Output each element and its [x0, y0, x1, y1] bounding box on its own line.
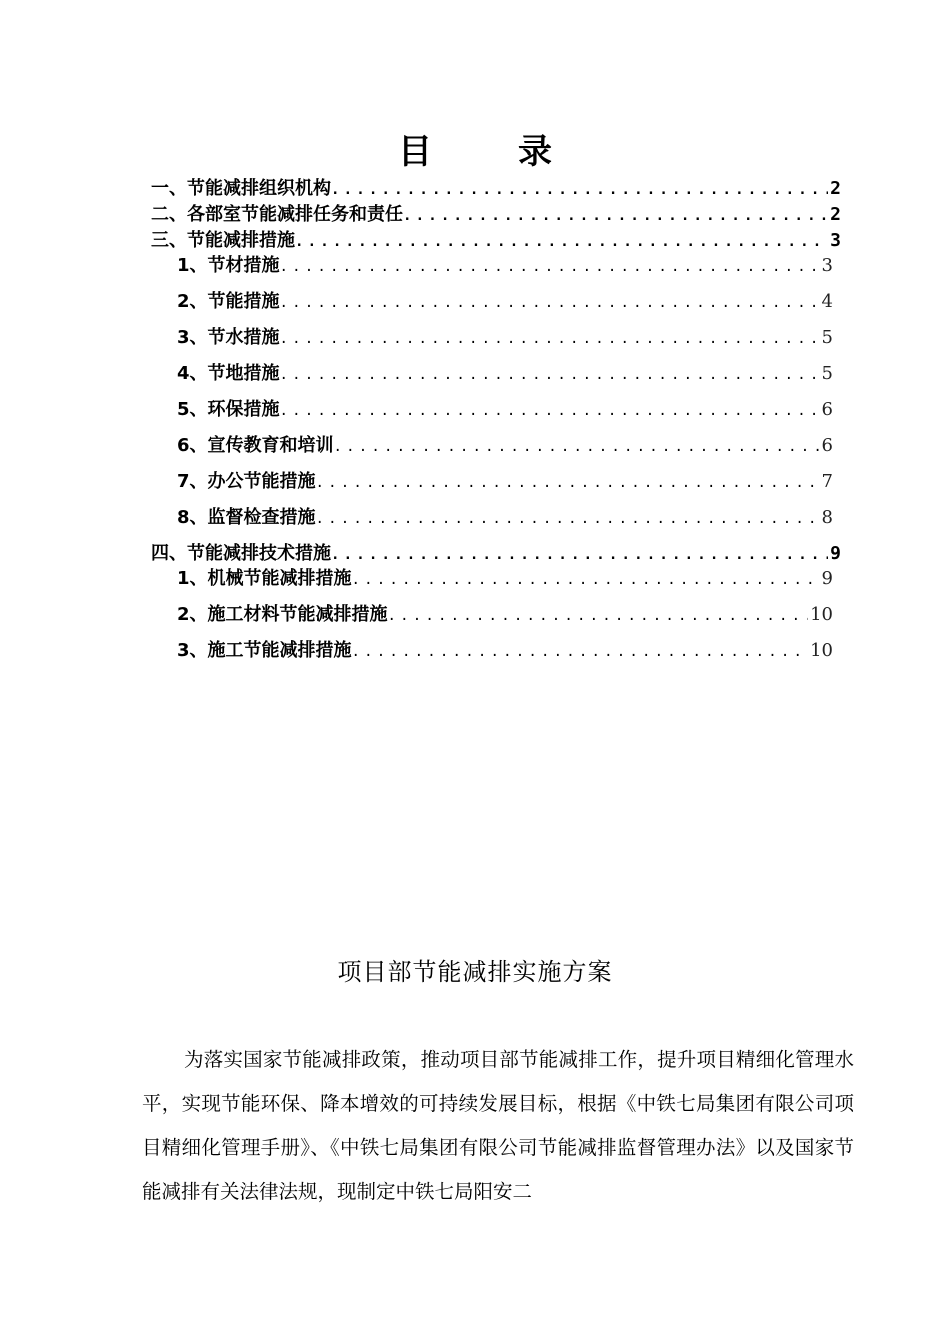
toc-entry-label: 二、各部室节能减排任务和责任 — [151, 204, 403, 224]
toc-leader-dots — [388, 608, 809, 624]
toc-entry[interactable] — [177, 251, 833, 275]
toc-leader-dots — [295, 234, 828, 250]
toc-entry-label: 1、机械节能减排措施 — [177, 568, 352, 588]
toc-entry-label: 1、节材措施 — [177, 255, 280, 275]
toc-entry[interactable] — [177, 467, 833, 491]
toc-leader-dots — [403, 208, 828, 224]
toc-entry[interactable] — [177, 503, 833, 527]
toc-entry[interactable] — [151, 226, 841, 250]
toc-entry[interactable] — [151, 539, 841, 563]
toc-entry-page: 8 — [821, 507, 833, 527]
toc-leader-dots — [331, 182, 828, 198]
toc-entry[interactable] — [151, 200, 841, 224]
toc-entry-label: 6、宣传教育和培训 — [177, 435, 334, 455]
toc-leader-dots — [316, 475, 820, 491]
toc-entry-page: 9 — [830, 543, 841, 563]
toc-leader-dots — [331, 547, 828, 563]
toc-entry-label: 8、监督检查措施 — [177, 507, 316, 527]
toc-leader-dots — [352, 644, 809, 660]
toc-entry-page: 6 — [821, 399, 833, 419]
toc-entry-label: 5、环保措施 — [177, 399, 280, 419]
toc-leader-dots — [280, 259, 820, 275]
toc-entry-label: 7、办公节能措施 — [177, 471, 316, 491]
toc-entry-page: 5 — [821, 327, 833, 347]
toc-entry-page: 10 — [810, 640, 833, 660]
toc-entry-label: 一、节能减排组织机构 — [151, 178, 331, 198]
toc-entry-label: 三、节能减排措施 — [151, 230, 295, 250]
toc-entry-page: 9 — [821, 568, 833, 588]
toc-entry-label: 3、节水措施 — [177, 327, 280, 347]
toc-entry-label: 3、施工节能减排措施 — [177, 640, 352, 660]
toc-leader-dots — [280, 403, 820, 419]
toc-entry[interactable] — [177, 395, 833, 419]
toc-leader-dots — [280, 367, 820, 383]
toc-entry-label: 2、节能措施 — [177, 291, 280, 311]
toc-entry-page: 7 — [821, 471, 833, 491]
toc-entry-label: 四、节能减排技术措施 — [151, 543, 331, 563]
toc-entry-page: 10 — [810, 604, 833, 624]
toc-leader-dots — [280, 295, 820, 311]
toc-entry-page: 3 — [821, 255, 833, 275]
toc-entry[interactable] — [177, 636, 833, 660]
toc-entry[interactable] — [177, 287, 833, 311]
toc-entry-page: 3 — [830, 230, 841, 250]
toc-entry-page: 4 — [821, 291, 833, 311]
toc-entry-label: 2、施工材料节能减排措施 — [177, 604, 388, 624]
toc-title: 目 录 — [398, 132, 578, 172]
toc-leader-dots — [280, 331, 820, 347]
toc-entry[interactable] — [177, 431, 833, 455]
document-title: 项目部节能减排实施方案 — [337, 958, 613, 986]
toc-entry[interactable] — [151, 174, 841, 198]
toc-entry-page: 5 — [821, 363, 833, 383]
toc-entry-page: 2 — [830, 204, 841, 224]
toc-entry-page: 2 — [830, 178, 841, 198]
toc-leader-dots — [334, 439, 820, 455]
toc-entry[interactable] — [177, 564, 833, 588]
toc-entry[interactable] — [177, 359, 833, 383]
toc-leader-dots — [316, 511, 820, 527]
document-intro-paragraph: 为落实国家节能减排政策，推动项目部节能减排工作，提升项目精细化管理水平，实现节能环保、降本增效的可持续发展目标，根据《中铁七局集团有限公司项目精细化管理手册》、《中铁七局集团有限公司节能减排监督管理办法》以及国家节能减排有关法律法规，现制定中铁七局阳安二 — [142, 1048, 854, 1203]
toc-entry-page: 6 — [821, 435, 833, 455]
toc-entry[interactable] — [177, 323, 833, 347]
toc-entry[interactable] — [177, 600, 833, 624]
toc-entry-label: 4、节地措施 — [177, 363, 280, 383]
toc-leader-dots — [352, 572, 820, 588]
